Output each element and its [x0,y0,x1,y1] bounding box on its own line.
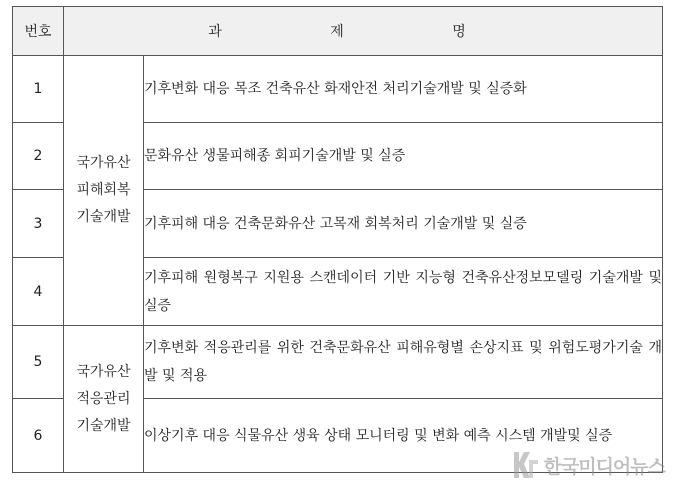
task-title: 문화유산 생물피해종 회피기술개발 및 실증 [144,123,663,190]
task-title: 이상기후 대응 식물유산 생육 상태 모니터링 및 변화 예측 시스템 개발및 실증 [144,399,663,473]
row-number: 1 [13,56,64,123]
header-number: 번호 [13,7,64,56]
category-line: 기술개발 [76,417,131,434]
row-number: 6 [13,399,64,473]
hk-logo-icon [512,450,540,480]
task-table [12,6,663,473]
table-header-row [13,7,663,56]
table-row [13,326,663,399]
row-number: 5 [13,326,64,399]
category-line: 기술개발 [76,209,131,225]
category-cell [64,326,144,473]
task-title: 기후변화 적응관리를 위한 건축문화유산 피해유형별 손상지표 및 위험도평가기술 개발 및 적용 [144,326,663,399]
task-title: 기후피해 대응 건축문화유산 고목재 회복처리 기술개발 및 실증 [144,190,663,258]
category-cell [64,56,144,326]
watermark-text: 한국미디어뉴스 [543,456,665,478]
category-line: 피해회복 [76,182,131,198]
task-title: 기후변화 대응 목조 건축유산 화재안전 처리기술개발 및 실증화 [144,56,663,123]
table-row [13,56,663,123]
row-number: 2 [13,123,64,190]
category-line: 국가유산 [76,155,131,171]
row-number: 3 [13,190,64,258]
task-title: 기후피해 원형복구 지원용 스캔데이터 기반 지능형 건축유산정보모델링 기술개발 및 실증 [144,258,663,326]
watermark [512,450,665,480]
category-line: 적응관리 [76,390,131,407]
row-number: 4 [13,258,64,326]
category-line: 국가유산 [76,363,131,380]
header-title: 과 제 명 [64,7,663,56]
